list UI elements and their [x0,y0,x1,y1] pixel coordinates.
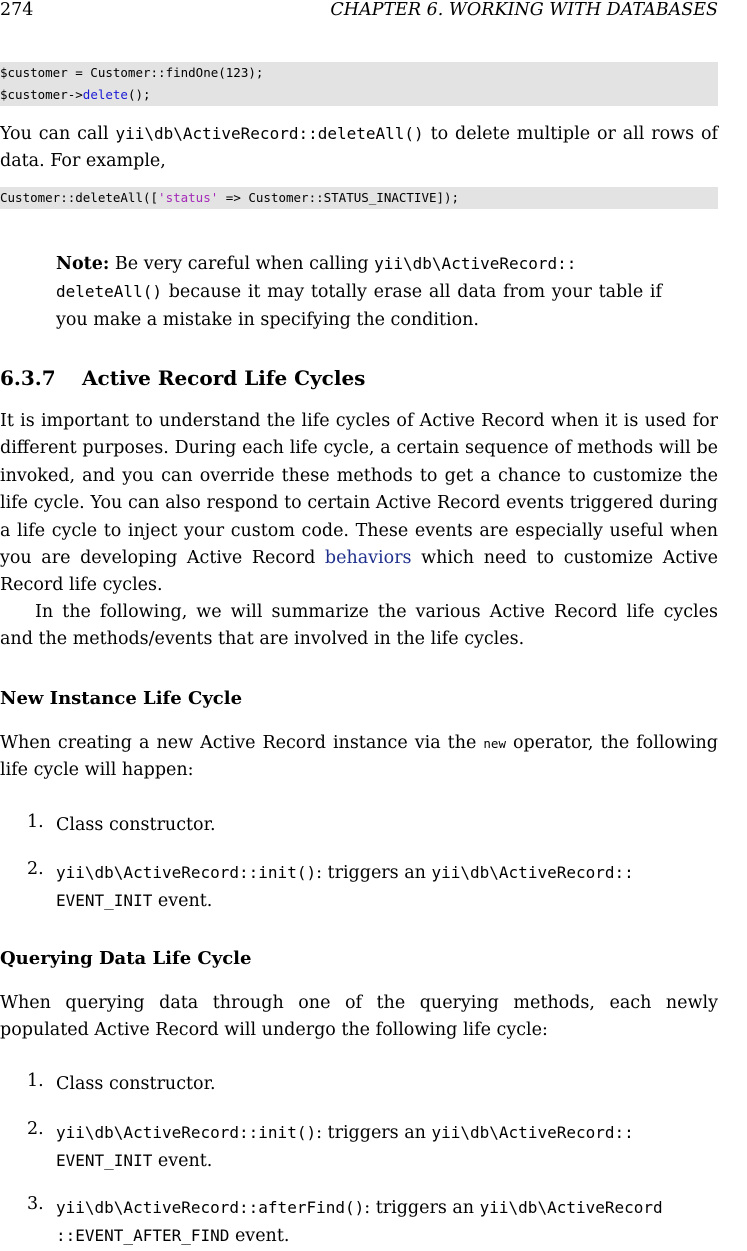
list-item [56,859,718,916]
paragraph [0,730,718,785]
text: because it may totally erase all data from your table if you make a mistake in specifying the condition. [56,282,662,330]
text: event. [152,891,213,912]
inline-code: deleteAll() [56,282,162,302]
page-number: 274 [0,0,34,20]
text: When creating a new Active Record instance via the [0,733,484,753]
text: It is important to understand the life cycles of Active Record when it is used for different purposes. During each life cycle, a certain sequence of methods will be invoked, and you can override these methods to get a chance to customize the life cycle. You can also respond to certain Active Record events triggered during a life cycle to inject your custom code. These events are especially useful when you are developing Active Record [0,411,718,569]
text: to delete multiple or all rows of data. For example, [0,124,718,172]
text: Class constructor. [56,815,216,835]
paragraph [0,599,718,654]
inline-code: yii\db\ActiveRecord::init() [56,863,317,882]
code-line: $customer = Customer::findOne(123); [0,65,264,80]
text: Be very careful when calling [109,254,375,274]
inline-code: EVENT_INIT [56,1151,153,1171]
inline-code: yii\db\ActiveRecord::afterFind() [56,1198,365,1217]
list-item [56,1194,747,1251]
behaviors-link[interactable]: behaviors [324,548,412,569]
list-number: 1. [27,1071,44,1091]
inline-code: yii\db\ActiveRecord [479,1198,663,1217]
inline-code: yii\db\ActiveRecord:: [374,254,577,273]
text: You can call [0,124,116,144]
text: In the following, we will summarize the various Active Record life cycles and the methods/events that are involved in the life cycles. [0,602,718,650]
note-label: Note: [56,254,110,274]
section-number: 6.3.7 [0,366,56,390]
section-title: Active Record Life Cycles [82,366,366,390]
text: which need to customize Active Record life cycles. [0,548,719,596]
list-item [56,1071,718,1098]
list-number: 1. [27,812,44,832]
code-block-delete-all [0,187,718,209]
list-number: 3. [27,1194,44,1214]
chapter-title: CHAPTER 6. WORKING WITH DATABASES [330,0,718,20]
inline-code: EVENT_INIT [56,891,153,911]
text: operator, the following life cycle will happen: [0,733,718,781]
code-string: 'status' [158,190,219,205]
page-header [0,0,718,22]
code-line: $customer-> [0,87,83,102]
code-line: (); [127,87,151,102]
subsection-heading: Querying Data Life Cycle [0,948,252,969]
inline-code: yii\db\ActiveRecord::deleteAll() [115,124,424,143]
text: Class constructor. [56,1074,216,1094]
inline-code: yii\db\ActiveRecord::init() [56,1123,317,1142]
text: : triggers an [364,1198,480,1218]
list-number: 2. [27,859,44,879]
code-block-delete [0,62,718,106]
paragraph [0,120,718,176]
text: : triggers an [316,863,432,883]
subsection-heading: New Instance Life Cycle [0,688,243,709]
section-heading [0,366,365,390]
text: event. [229,1226,290,1247]
list-number: 2. [27,1119,44,1139]
code-line: => Customer::STATUS_INACTIVE]); [218,190,460,205]
paragraph [0,408,718,600]
text: : triggers an [316,1123,432,1143]
inline-code: yii\db\ActiveRecord:: [431,863,634,882]
inline-code: new [483,736,506,751]
paragraph: When querying data through one of the querying methods, each newly populated Active Record will undergo the following life cycle: [0,993,718,1041]
inline-code: yii\db\ActiveRecord:: [431,1123,634,1142]
inline-code: ::EVENT_AFTER_FIND [56,1226,230,1246]
list-item [56,812,718,839]
code-line: Customer::deleteAll([ [0,190,159,205]
text: event. [152,1151,213,1172]
code-keyword: delete [82,87,128,102]
list-item [56,1119,718,1176]
note-box [56,250,662,334]
